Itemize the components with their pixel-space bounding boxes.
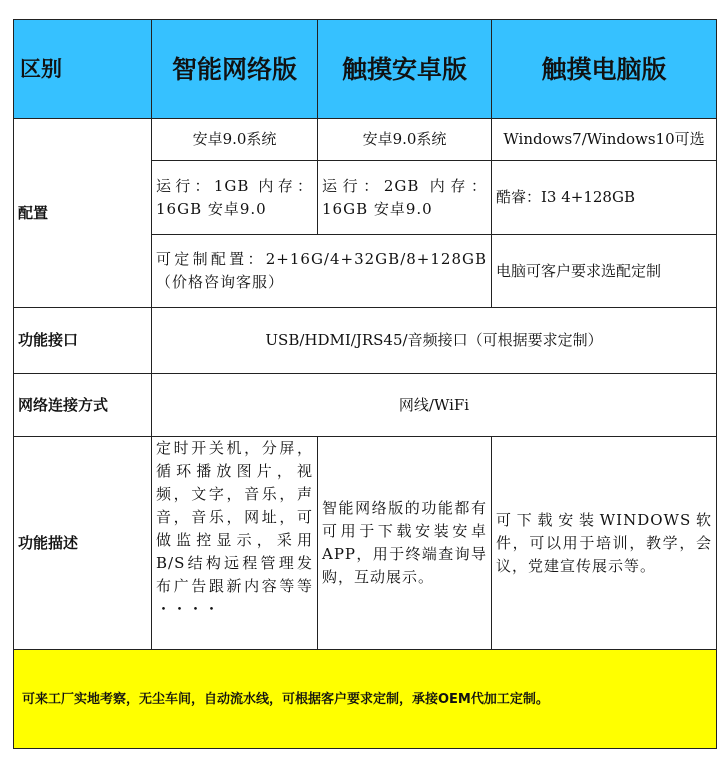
- header-network-version: 智能网络版: [152, 20, 318, 119]
- header-touch-pc: 触摸电脑版: [492, 20, 717, 119]
- footer-row: [14, 650, 717, 749]
- interface-row: [14, 308, 717, 374]
- features-android: 智能网络版的功能都有 可用于下载安装安卓APP，用于终端查询导购，互动展示。: [318, 437, 492, 650]
- features-pc: 可下载安装WINDOWS软件，可以用于培训，教学，会议，党建宣传展示等。: [492, 437, 717, 650]
- features-label: 功能描述: [14, 437, 152, 650]
- config-label: 配置: [14, 119, 152, 308]
- config-hardware-pc: 酷睿：I3 4+128GB: [492, 161, 717, 235]
- spec-comparison-table: [13, 19, 717, 749]
- features-row: [14, 437, 717, 650]
- header-category: 区别: [14, 20, 152, 119]
- config-system-android: 安卓9.0系统: [318, 119, 492, 161]
- footer-note: 可来工厂实地考察，无尘车间，自动流水线，可根据客户要求定制，承接OEM代加工定制。: [14, 650, 717, 749]
- header-touch-android: 触摸安卓版: [318, 20, 492, 119]
- network-value: 网线/WiFi: [152, 374, 717, 437]
- config-custom-network-android: 可定制配置：2+16G/4+32GB/8+128GB（价格咨询客服）: [152, 235, 492, 308]
- features-network: 定时开关机，分屏，循环播放图片，视频，文字，音乐，声音，音乐，网址，可做监控显示，采用B/S结构远程管理发布广告跟新内容等等 ・・・・: [152, 437, 318, 650]
- config-system-pc: Windows7/Windows10可选: [492, 119, 717, 161]
- config-system-row: [14, 119, 717, 161]
- config-system-network: 安卓9.0系统: [152, 119, 318, 161]
- config-hardware-network: 运行：1GB 内存：16GB 安卓9.0: [152, 161, 318, 235]
- config-custom-pc: 电脑可客户要求选配定制: [492, 235, 717, 308]
- network-row: [14, 374, 717, 437]
- interface-value: USB/HDMI/JRS45/音频接口（可根据要求定制）: [152, 308, 717, 374]
- interface-label: 功能接口: [14, 308, 152, 374]
- header-row: [14, 20, 717, 119]
- config-hardware-android: 运行：2GB 内存：16GB 安卓9.0: [318, 161, 492, 235]
- network-label: 网络连接方式: [14, 374, 152, 437]
